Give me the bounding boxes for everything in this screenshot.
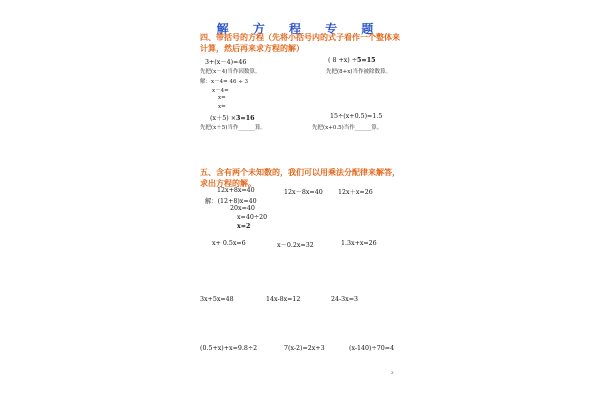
example-step-3: x=40÷20 <box>237 214 268 221</box>
row4-eq-1: (0.5+x)+x=9.8÷2 <box>200 345 258 352</box>
row3-eq-2: 14x-8x=12 <box>266 296 301 303</box>
ex1-step-1: 解：x－4= 46 ÷ 3 <box>200 79 249 85</box>
row4-eq-2: 7(x-2)=2x+3 <box>284 345 325 352</box>
row1-eq-2: 12x＋x=26 <box>338 189 373 196</box>
section5-heading-line2: 求出方程的解。 <box>200 179 256 188</box>
row2-eq-3: 1.3x+x=26 <box>341 240 377 247</box>
row2-eq-2: x－0.2x=32 <box>277 242 314 249</box>
ex4-equation: 15÷(x+0.5)=1.5 <box>330 113 383 120</box>
ex1-step-4: x= <box>218 104 226 110</box>
section5-heading-line1: 五、含有两个未知数的，我们可以用乘法分配律来解答， <box>200 168 400 177</box>
ex1-note: 先把(x－4)当作因数算。 <box>200 69 261 75</box>
ex2-equation-bold: 5=15 <box>357 57 376 64</box>
ex1-step-2: x－4= <box>212 88 229 94</box>
ex2-equation-prefix: ( 8 +x) ÷ <box>328 57 358 64</box>
row4-eq-3: (x-140)÷70=4 <box>349 345 395 352</box>
row2-eq-1: x+ 0.5x=6 <box>212 240 246 247</box>
example-step-2: 20x=40 <box>230 205 255 212</box>
ex3-equation-bold: 3=16 <box>236 115 255 122</box>
section4-heading-line1: 四、带括号的方程（先将小括号内的式子看作一个整体来 <box>200 33 400 42</box>
ex4-note: 先把(x+0.5)当作______算。 <box>312 125 383 131</box>
row1-eq-1: 12x－8x=40 <box>284 189 323 196</box>
ex1-equation: 3+(x－4)=46 <box>205 59 247 66</box>
ex3-note: 先把(x＋5)当作______算。 <box>200 125 266 131</box>
ex3-equation-prefix: (x＋5) × <box>210 115 237 122</box>
ex1-step-3: x= <box>218 95 226 101</box>
page-number: 3 <box>391 370 394 375</box>
ex2-note: 先把(8+x)当作被除数算。 <box>326 69 392 75</box>
row3-eq-1: 3x+5x=48 <box>200 296 234 303</box>
ex2-equation <box>328 57 375 64</box>
row3-eq-3: 24-3x=3 <box>331 296 358 303</box>
section4-heading-line2: 计算，然后再来求方程的解） <box>200 44 304 53</box>
example-step-4: x=2 <box>237 223 251 230</box>
page-title: 解 方 程 专 题 <box>216 22 384 36</box>
ex3-equation <box>210 113 254 122</box>
example-equation: 12x+8x=40 <box>217 187 255 194</box>
example-step-1: 解：(12+8)x=40 <box>205 198 257 205</box>
